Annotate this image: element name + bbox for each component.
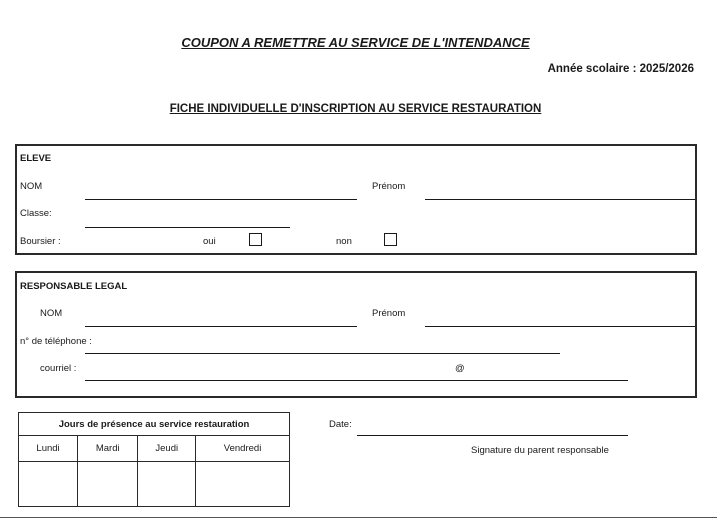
telephone-field[interactable] [85, 353, 560, 354]
responsable-prenom-field[interactable] [425, 326, 695, 327]
courriel-label: courriel : [40, 363, 77, 374]
day-cell-lundi[interactable] [19, 462, 78, 507]
day-header-jeudi: Jeudi [138, 436, 196, 462]
boursier-non-label: non [336, 236, 352, 247]
responsable-nom-label: NOM [40, 308, 63, 319]
boursier-non-checkbox[interactable] [384, 233, 397, 246]
eleve-prenom-field[interactable] [425, 199, 695, 200]
page-bottom-rule [0, 517, 717, 518]
telephone-label: n° de téléphone : [20, 336, 92, 347]
coupon-title: COUPON A REMETTRE AU SERVICE DE L'INTENDANCE [181, 35, 530, 50]
date-field[interactable] [357, 435, 628, 436]
eleve-classe-label: Classe: [20, 208, 52, 219]
signature-label: Signature du parent responsable [471, 445, 609, 456]
day-header-vendredi: Vendredi [196, 436, 290, 462]
school-year: Année scolaire : 2025/2026 [547, 63, 694, 75]
date-label: Date: [329, 419, 352, 430]
day-header-lundi: Lundi [19, 436, 78, 462]
day-cell-vendredi[interactable] [196, 462, 290, 507]
responsable-nom-field[interactable] [85, 326, 357, 327]
presence-table [18, 412, 290, 507]
day-cell-jeudi[interactable] [138, 462, 196, 507]
responsable-prenom-label: Prénom [372, 308, 406, 319]
form-subtitle: FICHE INDIVIDUELLE D'INSCRIPTION AU SERVICE RESTAURATION [169, 103, 542, 115]
boursier-oui-checkbox[interactable] [249, 233, 262, 246]
eleve-nom-label: NOM [20, 181, 43, 192]
eleve-section-title: ELEVE [20, 153, 52, 164]
eleve-nom-field[interactable] [85, 199, 357, 200]
eleve-prenom-label: Prénom [372, 181, 406, 192]
day-cell-mardi[interactable] [78, 462, 138, 507]
courriel-field[interactable] [85, 380, 628, 381]
courriel-at-symbol: @ [455, 363, 465, 374]
boursier-label: Boursier : [20, 236, 61, 247]
eleve-classe-field[interactable] [85, 227, 290, 228]
responsable-section-title: RESPONSABLE LEGAL [20, 281, 128, 292]
day-header-mardi: Mardi [78, 436, 138, 462]
presence-table-title: Jours de présence au service restauration [19, 413, 290, 436]
boursier-oui-label: oui [203, 236, 216, 247]
